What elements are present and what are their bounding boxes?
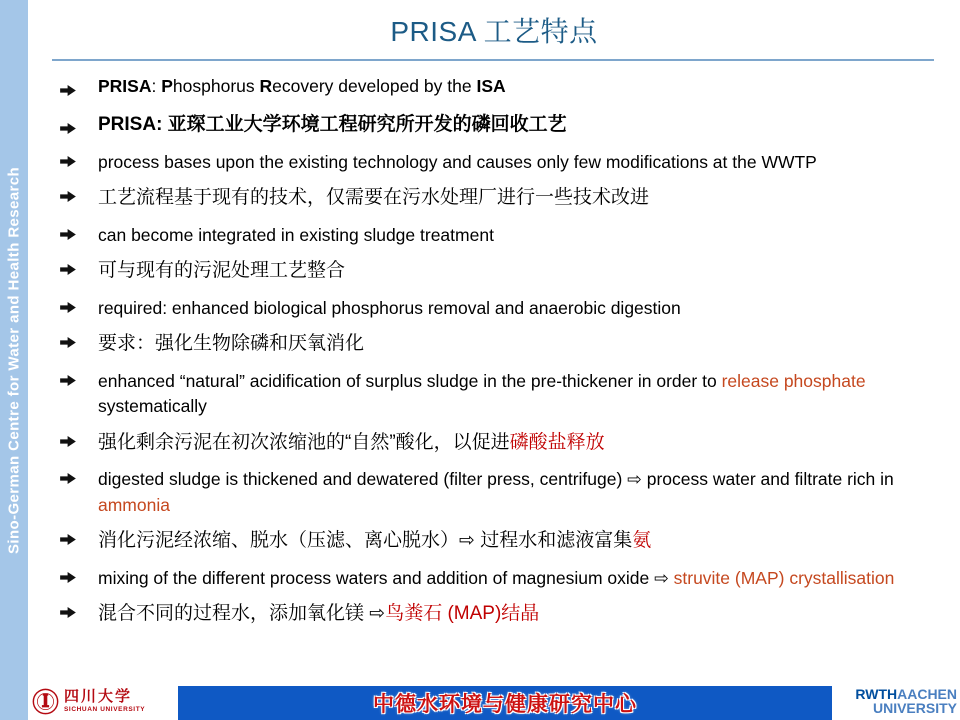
slide-content bbox=[28, 0, 960, 639]
bullet-text: 消化污泥经浓缩、脱水（压滤、离心脱水）⇨ 过程水和滤液富集氨 bbox=[98, 530, 652, 552]
right-arrow-icon bbox=[60, 296, 98, 313]
bullet-item bbox=[60, 185, 934, 211]
sichuan-university-emblem-icon bbox=[32, 688, 59, 715]
right-arrow-icon bbox=[60, 369, 98, 386]
right-arrow-icon bbox=[60, 223, 98, 240]
bullet-list bbox=[28, 61, 960, 627]
sichuan-university-logo bbox=[28, 683, 178, 720]
right-arrow-icon bbox=[60, 150, 98, 167]
bullet-text: enhanced “natural” acidification of surplus sludge in the pre-thickener in order to release phosphate systematically bbox=[98, 371, 866, 417]
bullet-item bbox=[60, 74, 934, 99]
bullet-text: process bases upon the existing technology and causes only few modifications at the WWTP bbox=[98, 152, 817, 173]
bullet-item bbox=[60, 258, 934, 284]
bullet-text: 要求：强化生物除磷和厌氧消化 bbox=[98, 333, 365, 355]
rwth-aachen: AACHEN bbox=[897, 686, 957, 703]
bullet-item bbox=[60, 223, 934, 248]
bullet-item bbox=[60, 566, 934, 591]
banner-vertical-text: Sino-German Centre for Water and Health Research bbox=[5, 166, 23, 554]
left-banner bbox=[0, 0, 28, 720]
bullet-item bbox=[60, 369, 934, 420]
footer-bar bbox=[178, 686, 832, 720]
right-arrow-icon bbox=[60, 331, 98, 348]
bullet-text: 可与现有的污泥处理工艺整合 bbox=[98, 260, 346, 282]
bullet-text: 强化剩余污泥在初次浓缩池的“自然”酸化，以促进磷酸盐释放 bbox=[98, 431, 605, 453]
right-arrow-icon bbox=[60, 74, 98, 96]
scu-english-name: SICHUAN UNIVERSITY bbox=[64, 705, 146, 713]
bullet-text: 混合不同的过程水，添加氧化镁 ⇨鸟粪石 (MAP)结晶 bbox=[98, 603, 540, 625]
bullet-item bbox=[60, 112, 934, 138]
bullet-item bbox=[60, 430, 934, 456]
bullet-item bbox=[60, 150, 934, 175]
right-arrow-icon bbox=[60, 601, 98, 618]
right-arrow-icon bbox=[60, 112, 98, 134]
rwth-aachen-logo bbox=[832, 683, 960, 720]
bullet-text: 工艺流程基于现有的技术，仅需要在污水处理厂进行一些技术改进 bbox=[98, 187, 650, 209]
bullet-text: PRISA: Phosphorus Recovery developed by the ISA bbox=[98, 76, 506, 96]
footer-center-title: 中德水环境与健康研究中心 bbox=[373, 693, 637, 716]
bullet-item bbox=[60, 331, 934, 357]
bullet-item bbox=[60, 467, 934, 518]
bullet-item bbox=[60, 296, 934, 321]
rwth-name: RWTH bbox=[855, 686, 898, 703]
slide-title: PRISA 工艺特点 bbox=[390, 16, 598, 47]
scu-chinese-name: 四川大学 bbox=[64, 688, 133, 705]
bullet-text: digested sludge is thickened and dewatered (filter press, centrifuge) ⇨ process water and filtrate rich in ammonia bbox=[98, 469, 894, 515]
bullet-text: mixing of the different process waters and addition of magnesium oxide ⇨ struvite (MAP) crystallisation bbox=[98, 567, 895, 588]
bullet-item bbox=[60, 601, 934, 627]
right-arrow-icon bbox=[60, 185, 98, 202]
sichuan-university-wordmark bbox=[64, 690, 145, 714]
right-arrow-icon bbox=[60, 258, 98, 275]
right-arrow-icon bbox=[60, 430, 98, 447]
right-arrow-icon bbox=[60, 528, 98, 545]
bullet-text: required: enhanced biological phosphorus removal and anaerobic digestion bbox=[98, 298, 681, 319]
bullet-text: can become integrated in existing sludge treatment bbox=[98, 225, 494, 246]
bullet-item bbox=[60, 528, 934, 554]
rwth-logo-line2: UNIVERSITY bbox=[872, 699, 957, 716]
right-arrow-icon bbox=[60, 566, 98, 583]
right-arrow-icon bbox=[60, 467, 98, 484]
bullet-text: PRISA: 亚琛工业大学环境工程研究所开发的磷回收工艺 bbox=[98, 114, 567, 136]
